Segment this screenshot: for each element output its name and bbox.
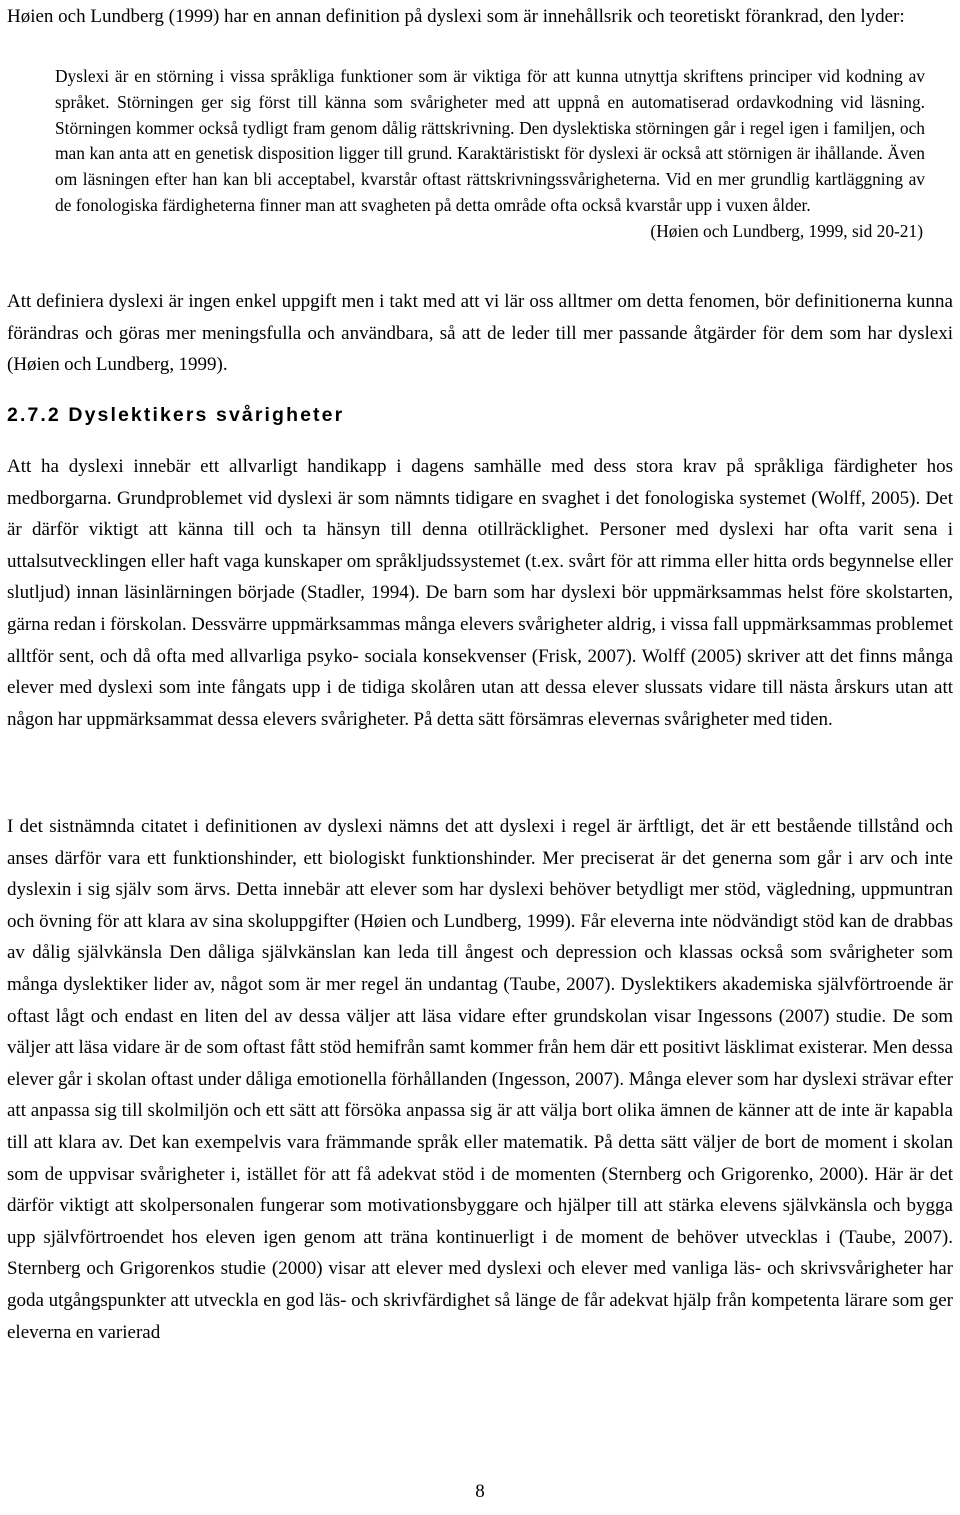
quote-text: Dyslexi är en störning i vissa språkliga funktioner som är viktiga för att kunna utnyttja skriftens principer vid kodning av språket. Störningen ger sig först till känna som svårigheter med att uppnå en automatiserad ordavkodning vid läsning. Störningen kommer också tydligt fram genom dålig rättskrivning. Den dyslektiska störningen går i regel igen i familjen, och man kan anta att en genetisk disposition ligger till grund. Karaktäristiskt för dyslexi är också att störnigen är ihållande. Även om läsningen efter han kan bli acceptabel, kvarstår oftast rättskrivningssvårigheterna. Vid en mer grundlig kartläggning av de fonologiska färdigheterna finner man att svagheten på detta område ofta också kvarstår upp i vuxen ålder.: [55, 66, 925, 215]
paragraph-definition: Att definiera dyslexi är ingen enkel uppgift men i takt med att vi lär oss alltmer om detta fenomen, bör definitionerna kunna förändras och göras mer meningsfulla och användbara, så att de leder till mer passande åtgärder för dem som har dyslexi (Høien och Lundberg, 1999).: [7, 291, 953, 376]
quote-citation: (Høien och Lundberg, 1999, sid 20-21): [650, 220, 923, 241]
intro-paragraph: Høien och Lundberg (1999) har en annan definition på dyslexi som är innehållsrik och teoretiskt förankrad, den lyder:: [7, 6, 905, 27]
block-quote: [55, 64, 925, 245]
page-number: 8: [475, 1481, 485, 1502]
paragraph-heredity: I det sistnämnda citatet i definitionen av dyslexi nämns det att dyslexi i regel är ärftligt, det är ett bestående tillstånd och anses därför vara ett funktionshinder, ett biologiskt funktionshinder. Mer preciserat är det generna som går i arv och inte dyslexin i sig själv som ärvs. Detta innebär att elever som har dyslexi behöver betydligt mer stöd, vägledning, uppmuntran och övning för att klara av sina skoluppgifter (Høien och Lundberg, 1999). Får eleverna inte nödvändigt stöd kan de drabbas av dålig självkänsla Den dåliga självkänslan kan leda till ångest och depression och klassas också som svårigheter som många dyslektiker lider av, något som är mer regel än undantag (Taube, 2007). Dyslektikers akademiska självförtroende är oftast lågt och endast en liten del av dessa väljer att läsa vidare efter grundskolan visar Ingessons (2007) studie. De som väljer att läsa vidare är de som oftast fått stöd hemifrån samt kommer från hem där ett positivt läsklimat existerar. Men dessa elever går i skolan oftast under dåliga emotionella förhållanden (Ingesson, 2007). Många elever som har dyslexi strävar efter att anpassa sig till skolmiljön och ett sätt att försöka anpassa sig är att välja bort olika ämnen de känner att de inte är kapabla till att klara av. Det kan exempelvis vara främmande språk eller matematik. På detta sätt väljer de bort de moment i skolan som de uppvisar svårigheter i, istället för att få adekvat stöd i de momenten (Sternberg och Grigorenko, 2000). Här är det därför viktigt att skolpersonalen fungerar som motivationsbyggare och hjälper till att stärka elevens självkänsla och bygga upp självförtroendet hos eleven igen genom att träna kontinuerligt i de moment de behöver utvecklas i (Taube, 2007). Sternberg och Grigorenkos studie (2000) visar att elever med dyslexi och elever med vanliga läs- och skrivsvårigheter har goda utgångspunkter att utveckla en god läs- och skrivfärdighet så länge de får adekvat hjälp från kompetenta lärare som ger eleverna en varierad: [7, 816, 953, 1343]
section-heading: 2.7.2 Dyslektikers svårigheter: [7, 404, 345, 426]
paragraph-difficulties: Att ha dyslexi innebär ett allvarligt handikapp i dagens samhälle med dess stora krav på språkliga färdigheter hos medborgarna. Grundproblemet vid dyslexi är som nämnts tidigare en svaghet i det fonologiska systemet (Wolff, 2005). Det är därför viktigt att känna till och ta hänsyn till denna otillräcklighet. Personer med dyslexi har ofta varit sena i uttalsutvecklingen eller haft vaga kunskaper om språkljudssystemet (t.ex. svårt för att rimma eller hitta ords begynnelse eller slutljud) innan läsinlärningen började (Stadler, 1994). De barn som har dyslexi bör uppmärksammas helst före skolstarten, gärna redan i förskolan. Dessvärre uppmärksammas många elevers svårigheter aldrig, i vissa fall uppmärksammas problemet alltför sent, och då ofta med allvarliga psyko- sociala konsekvenser (Frisk, 2007). Wolff (2005) skriver att det finns många elever med dyslexi som inte fångats upp i de tidiga skolåren utan att dessa elever slussats vidare till nästa årskurs utan att någon har uppmärksammat dessa elevers svårigheter. På detta sätt försämras elevernas svårigheter med tiden.: [7, 456, 953, 730]
